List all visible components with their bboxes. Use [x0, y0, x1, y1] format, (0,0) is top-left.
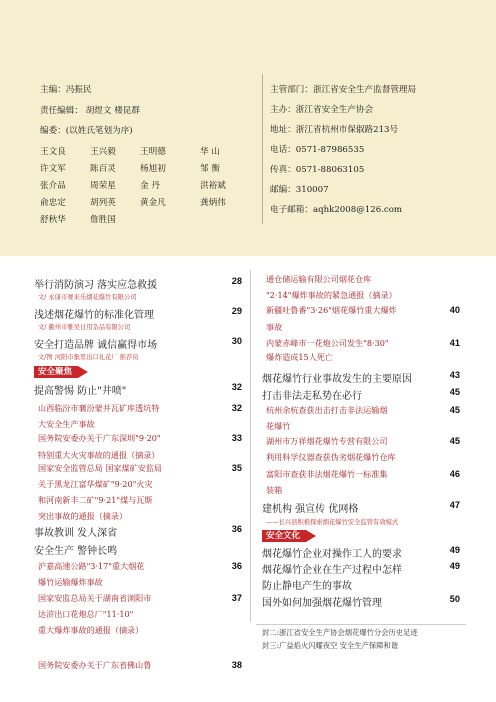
masthead-divider: [262, 74, 263, 224]
fax: 传真：0571-88063105: [270, 165, 365, 175]
toc-article-title[interactable]: 安全生产 警钟长鸣: [34, 546, 118, 557]
toc-page-number: 50: [449, 594, 460, 604]
toc-page-number: 40: [449, 305, 460, 315]
toc-sub-item[interactable]: 利用科学仪器查获伪劣烟花爆竹仓库: [266, 452, 396, 462]
board-member: 陈百灵: [90, 164, 116, 174]
toc-sub-item[interactable]: 达浒出口花炮总厂"11·10": [38, 609, 134, 619]
toc-sub-item[interactable]: 爆炸造成15人死亡: [266, 352, 333, 362]
section-banner: 安全聚焦: [34, 366, 78, 378]
toc-page-number: 35: [231, 463, 242, 473]
toc-page-number: 45: [449, 405, 460, 415]
toc-article-title[interactable]: 举行消防演习 落实应急救援: [34, 280, 158, 291]
toc-sub-item[interactable]: 湖州市万祥烟花爆竹专营有限公司: [266, 436, 388, 446]
toc-sub-item[interactable]: 国家安监总局关于湖南省浏阳市: [38, 593, 152, 603]
sponsor: 主办：浙江省安全生产协会: [270, 105, 374, 115]
column-divider: [250, 270, 251, 622]
toc-left-column: [34, 270, 240, 700]
board-member: 俞忠定: [40, 198, 66, 208]
toc-byline[interactable]: 文/图 河阳市集里出口礼花厂 推荐员: [38, 354, 139, 361]
toc-page-number: 29: [231, 306, 242, 316]
toc-page-number: 49: [449, 561, 460, 571]
footer-cover-2: 封二:浙江省安全生产协会烟花爆竹分会历史足迹: [262, 628, 418, 637]
toc-sub-item[interactable]: 关于黑龙江富华煤矿"9·20"火灾: [38, 479, 153, 489]
toc-sub-item[interactable]: 内蒙赤峰市一花炮公司发生"8·30": [266, 338, 389, 348]
toc-page-number: 32: [231, 403, 242, 413]
board-member: 舒秋华: [40, 215, 66, 225]
toc-page-number: 33: [231, 433, 242, 443]
toc-sub-item[interactable]: "2·14"爆炸事故的紧急通报（摘录）: [266, 290, 397, 300]
board-member: 黄金凡: [140, 198, 166, 208]
toc-article-title[interactable]: 建机构 强宣传 优网格: [262, 504, 359, 515]
toc-article-title[interactable]: 提高警惕 防止"井喷": [34, 386, 127, 397]
toc-article-title[interactable]: 安全打造品牌 诚信赢得市场: [34, 340, 158, 351]
toc-sub-item[interactable]: 装箱: [266, 485, 283, 495]
toc-sub-item[interactable]: 新疆吐鲁番"3·26"烟花爆竹重大爆炸: [266, 305, 397, 315]
toc-page-number: 36: [231, 524, 242, 534]
toc-sub-item[interactable]: 杭州余杭查获出击打击非法运输烟: [266, 405, 388, 415]
toc-sub-item[interactable]: 爆竹运输爆炸事故: [38, 577, 103, 587]
toc-sub-item[interactable]: 富阳市查获非法烟花爆竹一标准集: [266, 469, 388, 479]
toc-byline[interactable]: 文/ 永康市赛来乐烟花爆竹有限公司: [38, 294, 137, 301]
toc-article-title[interactable]: 防止静电产生的事故: [262, 581, 352, 592]
toc-page-number: 28: [231, 276, 242, 286]
board-member: 杨旭初: [140, 164, 166, 174]
toc-article-title[interactable]: 事故教训 发人深省: [34, 528, 118, 539]
postcode: 邮编：310007: [270, 185, 329, 195]
toc-page-number: 45: [449, 387, 460, 397]
toc-page-number: 37: [231, 593, 242, 603]
toc-sub-item[interactable]: 特别重大火灾事故的通报（摘录）: [38, 450, 160, 460]
toc-sub-item[interactable]: 和河南新丰二矿"9·21"煤与瓦斯: [38, 495, 153, 505]
toc-page-number: 47: [449, 500, 460, 510]
toc-page-number: 45: [449, 436, 460, 446]
footer-cover-3: 封三:广益焰火闪耀夜空 安全生产保障和谐: [262, 641, 399, 650]
footer-rule: [256, 624, 466, 625]
supervisor: 主管部门：浙江省安全生产监督管理局: [270, 85, 417, 95]
toc-article-title[interactable]: 打击非法走私势在必行: [262, 391, 362, 402]
board-member: 洪裕斌: [200, 181, 226, 191]
board-member: 王兴毅: [90, 147, 116, 157]
board-member: 邹 衡: [200, 164, 220, 174]
board-member: 胡列英: [90, 198, 116, 208]
address: 地址：浙江省杭州市保俶路213号: [270, 125, 399, 135]
editorial-board: 编委：(以姓氏笔划为序): [40, 126, 133, 136]
toc-page-number: 38: [231, 660, 242, 670]
toc-sub-item[interactable]: 重大爆炸事故的通报（摘录）: [38, 625, 144, 635]
toc-right-column: [262, 272, 464, 624]
toc-article-title[interactable]: 烟花爆竹企业对操作工人的要求: [262, 549, 402, 560]
chief-editor: 主编：冯振民: [40, 85, 92, 95]
duty-editors: 责任编辑： 胡煜文 楼昆群: [40, 106, 140, 116]
board-member: 张介品: [40, 181, 66, 191]
toc-sub-item[interactable]: 国务院安委办关于广东省佛山鲁: [38, 660, 152, 670]
board-member: 王明德: [140, 147, 166, 157]
toc-sub-item[interactable]: 国家安全监管总局 国家煤矿安监局: [38, 463, 162, 473]
toc-page-number: 41: [449, 338, 460, 348]
board-member: 王文良: [40, 147, 66, 157]
toc-byline[interactable]: 文/ 衢州市雅吴日用杂品有限公司: [38, 324, 131, 331]
toc-page-number: 49: [449, 545, 460, 555]
phone: 电话：0571-87986535: [270, 145, 365, 155]
masthead-panel: [0, 0, 496, 256]
toc-article-title[interactable]: 烟花爆竹企业在生产过程中怎样: [262, 565, 402, 576]
toc-sub-item[interactable]: 花爆竹: [266, 421, 291, 431]
toc-page-number: 36: [231, 561, 242, 571]
toc-page-number: 46: [449, 469, 460, 479]
section-banner: 安全文化: [262, 530, 306, 542]
toc-sub-item[interactable]: 沪嘉高速公路"3·17"重大烟花: [38, 561, 145, 571]
toc-page-number: 43: [449, 370, 460, 380]
toc-page-number: 32: [231, 382, 242, 392]
toc-sub-item[interactable]: 山西临汾市襄汾蒙井瓦矿库透坑特: [38, 403, 160, 413]
toc-sub-item[interactable]: 事故: [266, 322, 283, 332]
toc-article-title[interactable]: 烟花爆竹行业事故发生的主要原因: [262, 374, 412, 385]
toc-article-title[interactable]: 浅述烟花爆竹的标准化管理: [34, 310, 154, 321]
board-member: 许文军: [40, 164, 66, 174]
toc-page-number: 30: [231, 336, 242, 346]
board-member: 华 山: [200, 147, 220, 157]
board-member: 詹胜国: [90, 215, 116, 225]
toc-sub-item[interactable]: 大安全生产事故: [38, 419, 95, 429]
toc-sub-item[interactable]: 突出事故的通报（摘录）: [38, 511, 128, 521]
board-member: 金 丹: [140, 181, 160, 191]
toc-sub-item[interactable]: 通仓储运输有限公司烟花仓库: [266, 274, 372, 284]
email: 电子邮箱：aqhk2008@126.com: [270, 205, 403, 215]
toc-article-title[interactable]: 国外如何加强烟花爆竹管理: [262, 598, 382, 609]
toc-sub-item[interactable]: 国务院安委办关于广东深圳"9·20": [38, 433, 161, 443]
board-member: 龚炳伟: [200, 198, 226, 208]
board-member: 周荣星: [90, 181, 116, 191]
toc-byline[interactable]: ——长兴县积极探索烟花爆竹安全监管有效模式: [266, 519, 399, 526]
